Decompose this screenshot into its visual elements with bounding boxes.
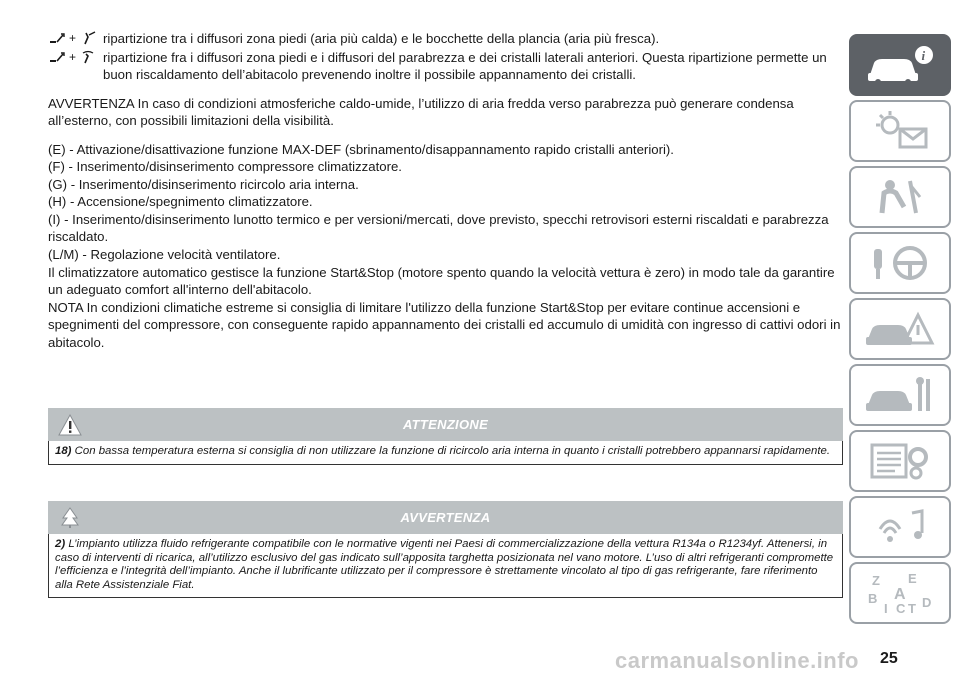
note-number: 2) bbox=[55, 538, 66, 550]
svg-text:i: i bbox=[921, 48, 926, 63]
list-item: (L/M) - Regolazione velocità ventilatore. bbox=[48, 247, 281, 263]
fan-mode-text-1: ripartizione tra i diffusori zona piedi (aria più calda) e le bocchette della plancia (aria più fresca). bbox=[103, 31, 660, 46]
avvertenza-text: L’impianto utilizza fluido refrigerante compatibile con le normative vigenti nei Paesi di commercializzazione della vettura R134a o R1234yf. Attenersi, in caso di interventi di ricarica, all’utilizzo esclusivo del gas indicato sull’apposita targhetta posizionata nel vano motore. L’uso di altri refrigeranti compromette l’efficienza e l’integrità dell’impianto. Anche il lubrificante utilizzato per il compressore è strettamente vincolato al tipo di gas refrigerante, fare riferimento alla Rete Assistenziale Fiat. bbox=[55, 538, 834, 591]
index-letters-icon bbox=[860, 569, 940, 617]
fan-mode-line-1 bbox=[48, 30, 843, 48]
feet-defrost-icons bbox=[48, 50, 97, 64]
index-letter-t: T bbox=[908, 601, 916, 616]
avvertenza-box bbox=[48, 501, 843, 598]
page-number: 25 bbox=[880, 650, 898, 667]
avvertenza-title: AVVERTENZA bbox=[400, 510, 491, 525]
car-tools-icon bbox=[860, 371, 940, 419]
list-item: Il climatizzatore automatico gestisce la funzione Start&Stop (motore spento quando la velocità vettura è zero) in modo tale da garantire un adeguato comfort all'interno dell'abitacolo. bbox=[48, 264, 835, 298]
index-letter-e: E bbox=[908, 571, 917, 586]
tab-index[interactable] bbox=[849, 562, 951, 624]
attenzione-title: ATTENZIONE bbox=[402, 417, 489, 432]
controls-list bbox=[48, 141, 843, 352]
index-letter-d: D bbox=[922, 595, 932, 610]
tab-maintenance[interactable] bbox=[849, 364, 951, 426]
feet-dash-icons bbox=[48, 31, 97, 45]
index-letter-c: C bbox=[896, 601, 906, 616]
windshield-airflow-icon bbox=[79, 50, 97, 64]
plus-sign: + bbox=[69, 49, 77, 64]
tab-starting-driving[interactable] bbox=[849, 232, 951, 294]
tab-safety[interactable] bbox=[849, 166, 951, 228]
index-letter-b: B bbox=[868, 591, 878, 606]
warning-paragraph: AVVERTENZA In caso di condizioni atmosferiche caldo-umide, l’utilizzo di aria fredda verso parabrezza può generare condensa all’esterno, con possibili limitazioni della visibilità. bbox=[48, 95, 794, 128]
tab-technical-data[interactable] bbox=[849, 430, 951, 492]
attenzione-header bbox=[48, 408, 843, 441]
avvertenza-header bbox=[48, 501, 843, 534]
tab-car-info[interactable] bbox=[849, 34, 951, 96]
index-letter-z: Z bbox=[872, 573, 880, 588]
plus-sign: + bbox=[69, 31, 77, 45]
list-item: NOTA In condizioni climatiche estreme si consiglia di limitare l'utilizzo della funzione Start&Stop per evitare continue accensioni e spegnimenti del compressore, con conseguente rapido appannamento dei cristalli ed accumulo di umidità con ingresso di cattivi odori in abitacolo. bbox=[48, 299, 841, 351]
list-item: (F) - Inserimento/disinserimento compressore climatizzatore. bbox=[48, 159, 402, 175]
main-content bbox=[48, 30, 843, 352]
list-item: (H) - Accensione/spegnimento climatizzatore. bbox=[48, 194, 313, 210]
environment-tree-icon bbox=[58, 506, 82, 530]
chapter-sidebar bbox=[849, 34, 951, 628]
attenzione-box bbox=[48, 408, 843, 465]
avvertenza-body bbox=[48, 534, 843, 598]
index-letter-i: I bbox=[884, 601, 888, 616]
tab-emergency[interactable] bbox=[849, 298, 951, 360]
list-item: (G) - Inserimento/disinserimento ricircolo aria interna. bbox=[48, 176, 359, 192]
feet-airflow-icon bbox=[48, 31, 66, 45]
attenzione-body bbox=[48, 441, 843, 465]
lights-warning-icon bbox=[860, 107, 940, 155]
tab-lights-warnings[interactable] bbox=[849, 100, 951, 162]
key-steering-icon bbox=[860, 239, 940, 287]
note-number: 18) bbox=[55, 445, 72, 457]
multimedia-icon bbox=[860, 503, 940, 551]
fan-mode-line-2 bbox=[48, 49, 843, 84]
attenzione-text: Con bassa temperatura esterna si consiglia di non utilizzare la funzione di ricircolo aria interna in quanto i cristalli potrebbero appannarsi rapidamente. bbox=[74, 445, 831, 457]
car-info-icon bbox=[860, 41, 940, 89]
tab-multimedia[interactable] bbox=[849, 496, 951, 558]
dash-airflow-icon bbox=[79, 31, 97, 45]
warning-triangle-icon bbox=[58, 413, 82, 437]
airbag-seat-icon bbox=[860, 173, 940, 221]
car-crash-icon bbox=[860, 305, 940, 353]
spec-gear-icon bbox=[860, 437, 940, 485]
index-letter-a: A bbox=[894, 586, 906, 603]
list-item: (E) - Attivazione/disattivazione funzione MAX-DEF (sbrinamento/disappannamento rapido cristalli anteriori). bbox=[48, 141, 674, 157]
feet-airflow-icon bbox=[48, 50, 66, 64]
list-item: (I) - Inserimento/disinserimento lunotto termico e per versioni/mercati, dove previsto, specchi retrovisori esterni riscaldati e parabrezza riscaldato. bbox=[48, 211, 829, 245]
watermark: carmanualsonline.info bbox=[615, 648, 859, 673]
fan-mode-text-2: ripartizione fra i diffusori zona piedi e i diffusori del parabrezza e dei cristalli laterali anteriori. Questa ripartizione permette un buon riscaldamento dell’abitacolo prevenendo inoltre il possibile appannamento dei cristalli. bbox=[103, 49, 827, 82]
